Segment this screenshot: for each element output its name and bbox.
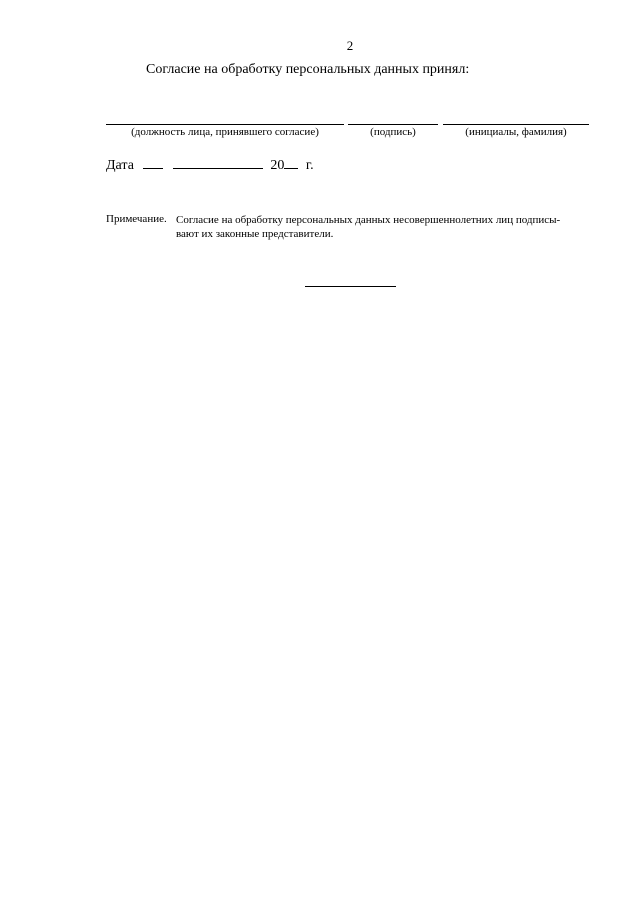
name-line (443, 124, 589, 125)
note-label: Примечание. (106, 213, 167, 225)
signature-line (348, 124, 438, 125)
page-number: 2 (346, 38, 354, 53)
signature-caption: (подпись) (370, 126, 416, 138)
note-line-1: Согласие на обработку персональных данных несовершеннолетних лиц подписы- (176, 214, 561, 226)
month-blank (173, 156, 263, 169)
position-caption: (должность лица, принявшего согласие) (131, 126, 319, 138)
year-blank (284, 156, 298, 169)
position-line (106, 124, 344, 125)
closing-separator (305, 286, 396, 287)
year-prefix: 20 (270, 158, 285, 173)
day-blank (143, 156, 163, 169)
year-suffix: г. (305, 158, 314, 173)
date-label: Дата (106, 158, 134, 173)
consent-heading: Согласие на обработку персональных данных принял: (146, 62, 470, 77)
note-text (176, 213, 596, 241)
name-caption: (инициалы, фамилия) (465, 126, 567, 138)
note-line-2: вают их законные представители. (176, 228, 334, 240)
date-row (106, 156, 314, 174)
